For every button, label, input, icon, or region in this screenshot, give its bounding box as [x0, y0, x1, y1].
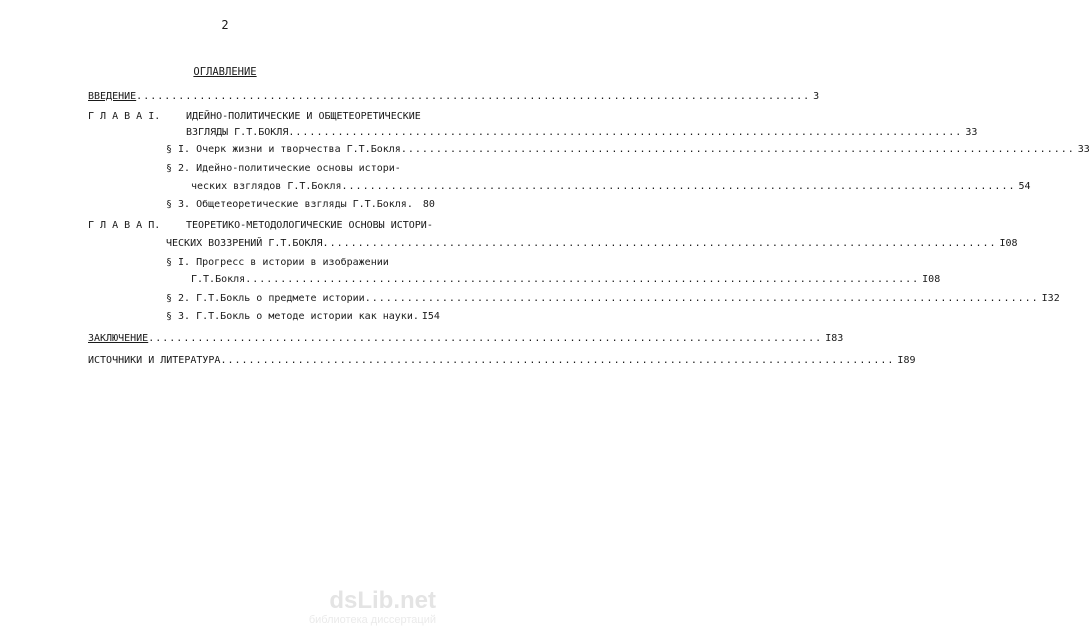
- toc-entry-1-2-line1[interactable]: § 2. Идейно-политические основы истори-: [166, 163, 401, 174]
- leader-dots: ................................................................................................: [245, 274, 920, 285]
- page-title: ОГЛАВЛЕНИЕ: [193, 66, 257, 78]
- toc-entry-2-3[interactable]: [166, 311, 440, 323]
- leader-dots: ................................................................................................: [148, 333, 823, 344]
- toc-label: § 3. Общетеоретические взгляды Г.Т.Бокля.: [166, 199, 413, 210]
- toc-page: I54: [421, 311, 440, 322]
- toc-label: ВЗГЛЯДЫ Г.Т.БОКЛЯ: [186, 127, 289, 138]
- toc-label: Г.Т.Бокля: [191, 274, 246, 285]
- toc-entry-sources[interactable]: [88, 355, 916, 367]
- watermark-logo: [309, 588, 436, 626]
- toc-page: 33: [1077, 144, 1090, 155]
- toc-entry-2-2[interactable]: [166, 293, 1060, 305]
- chapter-1-prefix: Г Л А В А I.: [88, 111, 161, 122]
- toc-entry-2-1-line1[interactable]: § I. Прогресс в истории в изображении: [166, 257, 389, 268]
- toc-page: 3: [813, 91, 820, 102]
- toc-page: I83: [825, 333, 844, 344]
- toc-label: ЧЕСКИХ ВОЗЗРЕНИЙ Г.Т.БОКЛЯ: [166, 238, 323, 249]
- toc-label: ческих взглядов Г.Т.Бокля: [191, 181, 342, 192]
- toc-page: 54: [1018, 181, 1031, 192]
- chapter-2-prefix: Г Л А В А П.: [88, 220, 161, 231]
- toc-page: I32: [1041, 293, 1060, 304]
- toc-label: § I. Очерк жизни и творчества Г.Т.Бокля: [166, 144, 401, 155]
- toc-label: § 3. Г.Т.Бокль о методе истории как науки.: [166, 311, 419, 322]
- toc-entry-intro[interactable]: [88, 91, 820, 103]
- toc-page: I08: [922, 274, 941, 285]
- watermark-tagline: библиотека диссертаций: [308, 614, 436, 626]
- toc-label: ВВЕДЕНИЕ: [88, 91, 137, 102]
- toc-page: I08: [999, 238, 1018, 249]
- toc-page: 80: [422, 199, 435, 210]
- toc-entry-1-1[interactable]: [166, 144, 1090, 156]
- watermark-brand: dsLib.net: [329, 587, 436, 614]
- toc-page: I89: [897, 355, 916, 366]
- page-number: 2: [221, 18, 229, 32]
- leader-dots: ................................................................................................: [364, 293, 1039, 304]
- toc-entry-conclusion[interactable]: [88, 333, 844, 345]
- toc-label: ЗАКЛЮЧЕНИЕ: [88, 333, 149, 344]
- leader-dots: ................................................................................................: [341, 181, 1016, 192]
- leader-dots: ................................................................................................: [220, 355, 895, 366]
- toc-entry-1-3[interactable]: [166, 199, 435, 211]
- leader-dots: ................................................................................................: [288, 127, 963, 138]
- leader-dots: ................................................................................................: [322, 238, 997, 249]
- chapter-1-title-line1[interactable]: ИДЕЙНО-ПОЛИТИЧЕСКИЕ И ОБЩЕТЕОРЕТИЧЕСКИЕ: [186, 111, 421, 122]
- toc-label: § 2. Г.Т.Бокль о предмете истории: [166, 293, 365, 304]
- toc-entry-chapter-2[interactable]: [166, 238, 1018, 250]
- toc-entry-chapter-1[interactable]: [186, 127, 978, 139]
- leader-dots: ................................................................................................: [136, 91, 811, 102]
- chapter-2-title-line1[interactable]: ТЕОРЕТИКО-МЕТОДОЛОГИЧЕСКИЕ ОСНОВЫ ИСТОРИ-: [186, 220, 433, 231]
- leader-dots: ................................................................................................: [400, 144, 1075, 155]
- toc-page: 33: [965, 127, 978, 138]
- toc-entry-2-1[interactable]: [191, 274, 941, 286]
- toc-label: ИСТОЧНИКИ И ЛИТЕРАТУРА: [88, 355, 221, 366]
- toc-entry-1-2[interactable]: [191, 181, 1031, 193]
